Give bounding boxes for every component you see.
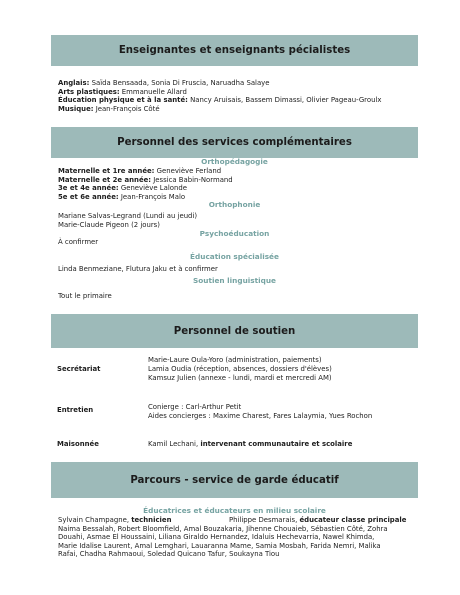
label-maisonnee: Maisonnée (57, 440, 99, 448)
educators-line-2: Douahi, Asmae El Houssaini, Liliana Giraldo Hernandez, Idaluis Hechevarria, Nawel Khimda, (58, 533, 375, 541)
secretariat-line-2: Lamia Oudia (réception, absences, dossiers d'élèves) (148, 365, 332, 373)
secretariat-line-1: Marie-Laure Oula-Yoro (administration, paiements) (148, 356, 322, 364)
orthophonie-line-3: À confirmer (58, 238, 99, 246)
line-value: Jessica Babin-Normand (151, 175, 233, 184)
line-value: Jean-François Côté (93, 104, 160, 113)
specialist-line-eps (58, 96, 381, 104)
heading-psychoeducation: Psychoéducation (199, 229, 270, 238)
section-title: Parcours - service de garde éducatif (130, 474, 339, 486)
line-value: Emmanuelle Allard (119, 87, 187, 96)
maisonnee-value (148, 440, 352, 448)
label-secretariat: Secrétariat (57, 365, 101, 373)
specialist-line-musique (58, 105, 160, 113)
lead-role-1: technicien (131, 516, 172, 524)
ortho-line-3 (58, 184, 187, 192)
heading-educators: Éducatrices et éducateurs en milieu scolaire (143, 506, 326, 515)
secretariat-line-3: Kamsuz Julien (annexe - lundi, mardi et mercredi AM) (148, 374, 332, 382)
section-header-daycare (51, 462, 418, 498)
entretien-line-2: Aides concierges : Maxime Charest, Fares Lalaymia, Yues Rochon (148, 412, 373, 420)
heading-orthophonie: Orthophonie (208, 200, 261, 209)
line-value: Saïda Bensaada, Sonia Di Fruscia, Naruadha Salaye (89, 79, 270, 87)
line-value: Geneviève Lalonde (118, 184, 187, 192)
educators-line-1: Naima Bessalah, Robert Bloomfield, Amal Bouzakaria, Jihenne Chouaieb, Sébastien Côté, Zohra (58, 524, 388, 533)
specialist-line-anglais (58, 79, 270, 87)
educators-line-lead-2 (229, 516, 406, 524)
heading-orthopedagogie: Orthopédagogie (201, 157, 268, 166)
line-value: Jean-François Malo (118, 192, 186, 201)
spec-line-1: Linda Benmeziane, Flutura Jaku et à confirmer (58, 265, 218, 273)
section-title: Personnel des services complémentaires (117, 137, 352, 148)
educators-line-3: Marie Idalise Laurent, Amal Lemghari, Lauaranna Mame, Samia Mosbah, Farida Nemri, Malika (58, 541, 381, 550)
section-header-specialists (51, 35, 418, 66)
line-label: Anglais: (58, 79, 90, 87)
line-label: 5e et 6e année: (58, 192, 119, 201)
line-label: 3e et 4e année: (58, 184, 119, 192)
line-value: Nancy Aruisais, Bassem Dimassi, Olivier Pageau-Groulx (187, 96, 382, 104)
specialist-line-arts (58, 88, 187, 96)
ortho-line-1 (58, 167, 221, 175)
educators-line-lead (58, 516, 171, 524)
lead-name-2: Philippe Desmarais, (229, 516, 300, 524)
section-title: Enseignantes et enseignants pécialistes (118, 45, 351, 56)
maisonnee-name: Kamil Lechani, (148, 440, 201, 448)
line-label: Arts plastiques: (58, 87, 120, 96)
soutien-line-1: Tout le primaire (58, 292, 112, 300)
orthophonie-line-1: Mariane Salvas-Legrand (Lundi au jeudi) (58, 212, 198, 220)
line-label: Musique: (58, 104, 94, 113)
lead-name-1: Sylvain Champagne, (58, 516, 132, 524)
line-label: Éducation physique et à la santé: (58, 96, 188, 104)
heading-education-specialisee: Éducation spécialisée (190, 252, 279, 261)
line-value: Geneviève Ferland (154, 167, 222, 175)
entretien-line-1: Conierge : Carl-Arthur Petit (148, 403, 242, 411)
label-entretien: Entretien (57, 406, 94, 414)
heading-soutien-linguistique: Soutien linguistique (193, 276, 276, 285)
orthophonie-line-2: Marie-Claude Pigeon (2 jours) (58, 221, 160, 229)
educators-line-4: Rafai, Chadha Rahmaoui, Soledad Quicano Tafur, Soukayna Tiou (58, 550, 280, 558)
lead-role-2: éducateur classe principale (299, 516, 407, 524)
line-label: Maternelle et 1re année: (58, 167, 155, 175)
line-label: Maternelle et 2e année: (58, 175, 152, 184)
ortho-line-2 (58, 176, 233, 184)
section-header-complementary (51, 127, 418, 158)
section-title: Personnel de soutien (173, 325, 296, 337)
maisonnee-role: intervenant communautaire et scolaire (200, 440, 353, 448)
section-header-support (51, 314, 418, 348)
